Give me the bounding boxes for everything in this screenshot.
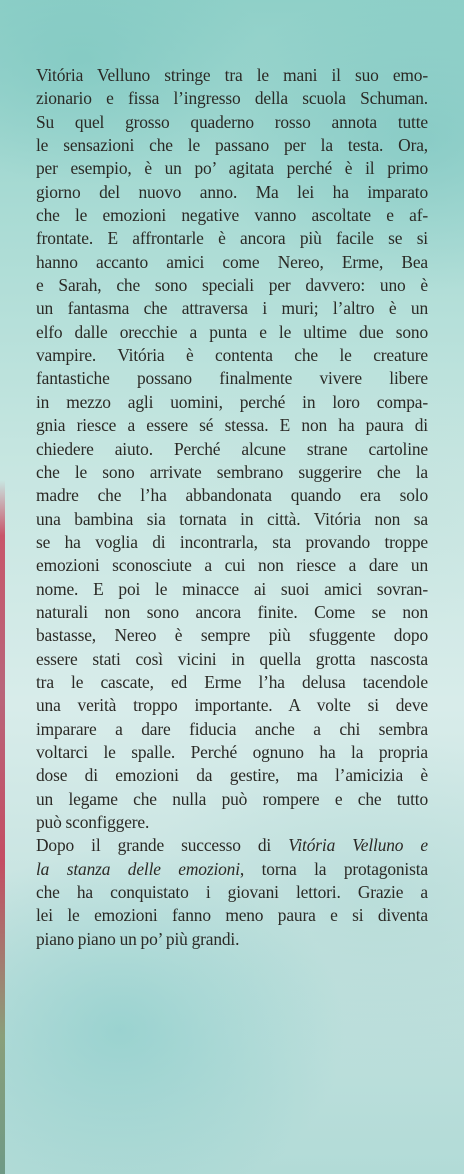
blurb-line: Vitória Velluno stringe tra le mani il suo emo- bbox=[36, 65, 428, 85]
blurb-line: Su quel grosso quaderno rosso annota tutte bbox=[36, 111, 428, 132]
blurb-line: imparare a dare fiducia anche a chi sembra bbox=[36, 718, 428, 739]
blurb-line bbox=[36, 858, 428, 881]
blurb-line: zionario e fissa l’ingresso della scuola Schuman. bbox=[36, 88, 428, 109]
blurb-line: hanno accanto amici come Nereo, Erme, Bea bbox=[36, 251, 428, 272]
blurb-line: in mezzo agli uomini, perché in loro compa- bbox=[36, 391, 428, 412]
blurb-line: nome. E poi le minacce ai suoi amici sovran- bbox=[36, 578, 428, 599]
blurb-line: fantastiche possano finalmente vivere libere bbox=[36, 368, 428, 389]
blurb-line: può sconfiggere. bbox=[36, 812, 150, 832]
blurb-text: , torna la protagonista bbox=[239, 858, 428, 879]
blurb-line: giorno del nuovo anno. Ma lei ha imparato bbox=[36, 181, 428, 202]
blurb-text: Dopo il grande successo di bbox=[36, 835, 272, 856]
book-title-italic: Vitória Velluno e bbox=[288, 835, 428, 856]
blurb-line: per esempio, è un po’ agitata perché è il primo bbox=[36, 158, 428, 179]
blurb-line: che le sono arrivate sembrano suggerire che la bbox=[36, 461, 428, 482]
blurb-line: piano piano un po’ più grandi. bbox=[36, 928, 240, 949]
blurb-line: lei le emozioni fanno meno paura e si diventa bbox=[36, 905, 428, 926]
blurb-line: un legame che nulla può rompere e che tutto bbox=[36, 788, 428, 809]
blurb-line: vampire. Vitória è contenta che le creature bbox=[36, 345, 428, 366]
blurb-paragraph-2 bbox=[36, 834, 428, 951]
blurb-line: dose di emozioni da gestire, ma l’amicizia è bbox=[36, 765, 428, 786]
blurb-line: naturali non sono ancora finite. Come se non bbox=[36, 601, 428, 622]
blurb-line: se ha voglia di incontrarla, sta provando troppe bbox=[36, 531, 428, 552]
blurb-line: madre che l’ha abbandonata quando era solo bbox=[36, 485, 428, 506]
blurb-line: essere stati così vicini in quella grotta nascosta bbox=[36, 648, 428, 669]
back-cover-blurb bbox=[36, 64, 428, 951]
blurb-line: frontate. E affrontarle è ancora più facile se si bbox=[36, 228, 428, 249]
blurb-line: bastasse, Nereo è sempre più sfuggente dopo bbox=[36, 625, 428, 646]
blurb-line bbox=[36, 834, 428, 857]
blurb-line: gnia riesce a essere sé stessa. E non ha paura di bbox=[36, 415, 428, 436]
blurb-line: un fantasma che attraversa i muri; l’altro è un bbox=[36, 298, 428, 319]
blurb-line: emozioni sconosciute a cui non riesce a dare un bbox=[36, 555, 428, 576]
cover-edge-decoration bbox=[0, 480, 5, 1174]
blurb-line: una bambina sia tornata in città. Vitória non sa bbox=[36, 508, 428, 529]
blurb-line: che le emozioni negative vanno ascoltate e af- bbox=[36, 205, 428, 226]
blurb-line: le sensazioni che le passano per la testa. Ora, bbox=[36, 135, 428, 156]
blurb-line: chiedere aiuto. Perché alcune strane cartoline bbox=[36, 438, 428, 459]
blurb-line: voltarci le spalle. Perché ognuno ha la propria bbox=[36, 741, 428, 762]
blurb-line: e Sarah, che sono speciali per davvero: uno è bbox=[36, 275, 428, 296]
blurb-line: tra le cascate, ed Erme l’ha delusa tacendole bbox=[36, 671, 428, 692]
blurb-line: elfo dalle orecchie a punta e le ultime due sono bbox=[36, 321, 428, 342]
book-title-italic: la stanza delle emozioni bbox=[36, 858, 240, 879]
blurb-line: che ha conquistato i giovani lettori. Grazie a bbox=[36, 882, 428, 903]
blurb-line: una verità troppo importante. A volte si deve bbox=[36, 695, 428, 716]
blurb-paragraph-1 bbox=[36, 64, 428, 834]
